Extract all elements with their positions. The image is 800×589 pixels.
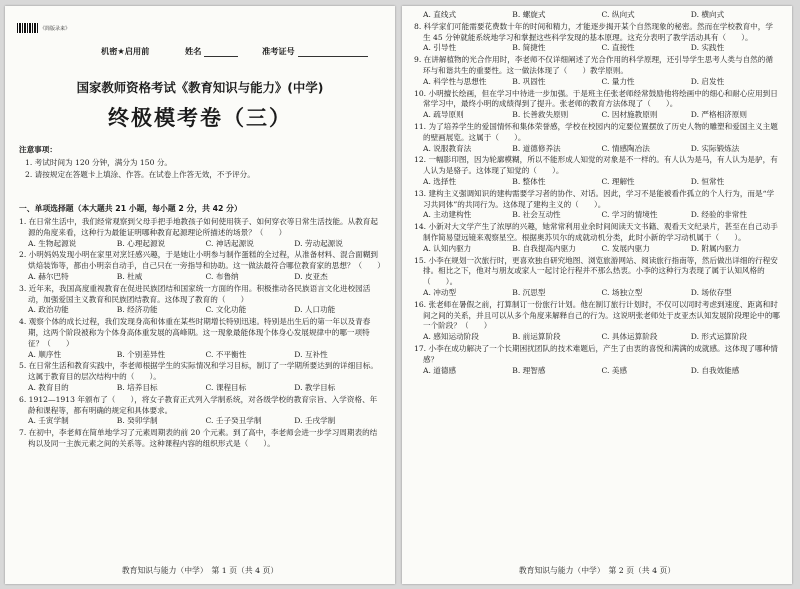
option: D. 实践性	[690, 43, 725, 53]
question-options	[414, 77, 780, 88]
barcode-label: 《简版录来》	[40, 25, 71, 32]
question-stem: 7. 在初中，李老师在简单地学习了元素周期表的前 20 个元素。到了高中，李老师会进一步学习周期表的结构以及同一主族元素之间的关系等。这种课程内容的组织形式是（ ）。	[19, 428, 378, 448]
ticket-label: 准考证号	[261, 46, 295, 56]
option: D. 形式运算阶段	[690, 332, 747, 342]
option: A. 赫尔巴特	[28, 271, 69, 281]
question-options	[19, 350, 383, 361]
question-stem: 9. 在讲解植物的光合作用时，李老师不仅详细阐述了光合作用的科学原理，还引导学生思考人类与自然的循环与和谐共生的重要性。这一做法体现了（ ）教学原则。	[414, 55, 773, 75]
question-stem: 10. 小明擅长绘画，但在学习中待进一步加强。于是班主任张老师经常鼓励他将绘画中的细心和耐心应用到日常学习中，最终小明的成绩得到了提升。张老师的教育方法体现了（ ）。	[414, 88, 778, 109]
option: D. 皮亚杰	[294, 271, 328, 281]
option: B. 个别差异性	[116, 349, 166, 359]
option: C. 因材施教原则	[601, 110, 658, 120]
page-footer: 教育知识与能力（中学） 第 2 页（共 4 页）	[518, 566, 676, 575]
option: A. 选择性	[423, 176, 457, 186]
question-stem: 14. 小新对大文学产生了浓厚的兴趣，她常常利用业余时间阅读天文书籍、观看天文纪录片，甚至在自己动手制作简易望远镜来观察星空。根据奥苏贝尔的成就动机分类，此时小新的学习动机属于（ ）。	[414, 222, 778, 242]
question-stem: 2. 小明妈妈发现小明在家里对烹饪感兴趣，于是她让小明参与制作蛋糕的全过程，从准备材料、混合面糊到烘焙装饰等，都由小明亲自动手，自己只在一旁指导和协助。这一做法最符合哪位教育家的思想？（ ）	[19, 250, 385, 271]
option: C. 学习的情境性	[601, 210, 658, 220]
option: D. 附属内驱力	[690, 243, 740, 253]
option: A. 冲动型	[423, 287, 457, 297]
question-list-left	[19, 217, 383, 450]
ticket-blank[interactable]	[298, 56, 368, 57]
confidential-mark: 机密★启用前	[101, 46, 150, 56]
exam-title: 国家教师资格考试《教育知识与能力》(中学)	[76, 80, 324, 95]
option: A. 生物起源说	[28, 238, 77, 248]
option: C. 直接性	[601, 43, 635, 53]
question-stem: 5. 在日常生活和教育实践中，李老师根据学生的实际情况和学习目标，制订了一学期所要达到的详细目标。这属于教育目的层次结构中的（ ）。	[19, 361, 378, 382]
notes	[19, 144, 383, 181]
option: B. 前运算阶段	[512, 332, 561, 342]
question-options	[414, 43, 780, 54]
option: C. 情感陶冶法	[601, 143, 650, 153]
option: B. 癸卯学制	[116, 416, 158, 426]
option: D. 自我效能感	[690, 365, 740, 375]
option: A. 壬寅学制	[28, 416, 69, 426]
section-title: 一、单项选择题（本大题共 21 小题，每小题 2 分，共 42 分）	[19, 204, 242, 213]
question-options	[414, 110, 780, 121]
option: B. 简捷性	[512, 43, 546, 53]
name-label: 姓名	[185, 46, 202, 56]
option: D. 恒常性	[690, 176, 725, 186]
question-stem: 15. 小李在规划一次旅行时，更喜欢独自研究地图、浏览旅游网站、阅读旅行指南等，然后做出详细的行程安排。相比之下，他对与朋友或家人一起讨论行程并不那么热衷。小李的这种行为表现了属于认知风格的（ ）。	[414, 255, 778, 287]
option: B. 螺旋式	[512, 10, 546, 19]
barcode-bars-icon	[17, 23, 39, 33]
question-options	[414, 177, 780, 188]
option: B. 长善救失原则	[512, 110, 569, 120]
option: D. 启发性	[690, 76, 725, 86]
option: B. 道德修养法	[512, 143, 561, 153]
option: C. 课程目标	[205, 382, 247, 392]
question-stem: 1. 在日常生活中，我们经常观察到父母手把手地教孩子如何使用筷子、如何穿衣等日常生活技能。从教育起源的角度来看，这种行为最能证明哪种教育起源理论所描述的场景？（ ）	[19, 217, 378, 237]
question-options	[19, 416, 383, 427]
question-stem: 6. 1912—1913 年颁布了（ ），将女子教育正式列入学制系统，对各级学校的教育宗旨、入学资格、年龄和课程等，都有明确的规定和具体要求。	[19, 394, 378, 415]
option: B. 培养目标	[116, 382, 158, 392]
option: C. 发展内驱力	[601, 243, 650, 253]
option: C. 纵向式	[601, 10, 635, 19]
option: C. 壬子癸丑学制	[205, 416, 262, 426]
question-stem: 11. 为了培养学生的爱国情怀和集体荣誉感，学校在校园内的定要位置摆放了历史人物的雕塑和爱国主义主题的壁画展览。这属于（ ）。	[414, 121, 778, 142]
option: A. 直线式	[423, 10, 457, 19]
option: D. 横向式	[690, 10, 725, 19]
question-options	[414, 10, 780, 21]
barcode	[17, 21, 77, 35]
option: A. 道德感	[423, 365, 457, 375]
page-footer: 教育知识与能力（中学） 第 1 页（共 4 页）	[121, 566, 279, 575]
question-options	[19, 305, 383, 316]
question-options	[19, 272, 383, 283]
question-stem: 17. 小李在成功解决了一个长期困扰团队的技术难题后，产生了由衷的喜悦和满满的成就感。这体现了哪种情感？	[414, 343, 778, 364]
option: B. 自我提高内驱力	[512, 243, 576, 253]
question-options	[414, 210, 780, 221]
option: A. 认知内驱力	[423, 243, 472, 253]
exam-page-2	[402, 6, 792, 584]
option: B. 沉思型	[512, 287, 546, 297]
option: C. 神话起源说	[205, 238, 254, 248]
option: D. 互补性	[294, 349, 328, 359]
option: D. 人口功能	[294, 305, 336, 315]
option: A. 主动建构性	[423, 210, 472, 220]
option: C. 美感	[601, 365, 628, 375]
question-stem: 12. 一幅影印图，因为轮廓模糊，所以不能形成人知觉的对象是不一样的。有人认为是马，有人认为是驴，有人认为是骆子。这体现了知觉的（ ）。	[414, 155, 778, 176]
option: D. 教学目标	[294, 382, 336, 392]
question-stem: 8. 科学家们可能需要花费数十年的时间和精力，才能逐步揭开某个自然现象的秘密。然而在学校教育中，学生 45 分钟就能系统地学习和掌握这些科学发现的基本原理。这充分表明了教学活动具有（ ）。	[414, 21, 773, 42]
question-stem: 16. 张老师在暑假之前，打算制订一份旅行计划。他在制订旅行计划时，不仅可以同时考虑到速度、距离和时间之间的关系，并且可以从多个角度来解释自己的行为。这说明张老师处于皮亚杰认知发展阶段理论中的哪一个阶段？（ ）	[414, 299, 780, 331]
option: A. 顺序性	[28, 349, 62, 359]
option: A. 感知运动阶段	[423, 332, 479, 342]
option: D. 壬戌学制	[294, 416, 336, 426]
option: C. 场独立型	[601, 287, 643, 297]
exam-page-1	[5, 6, 395, 584]
option: C. 布鲁纳	[205, 271, 239, 281]
question-stem: 3. 近年来，我国高度重视教育在促进民族团结和国家统一方面的作用。积极推动各民族语言文化进校园活动，加强爱国主义教育和民族团结教育。这体现了教育的（ ）	[19, 283, 371, 304]
name-blank[interactable]	[204, 56, 238, 57]
option: A. 疏导原则	[423, 110, 464, 120]
option: A. 引导性	[423, 43, 457, 53]
question-options	[414, 332, 780, 343]
option: A. 说服教育法	[423, 143, 472, 153]
note-item: 1. 考试时间为 120 分钟，满分为 150 分。	[25, 158, 173, 167]
option: B. 巩固性	[512, 76, 546, 86]
option: B. 心理起源说	[116, 238, 166, 248]
option: A. 教育目的	[28, 382, 69, 392]
question-options	[414, 144, 780, 155]
exam-header	[101, 46, 368, 57]
question-options	[414, 366, 780, 377]
option: C. 具体运算阶段	[601, 332, 658, 342]
option: B. 经济功能	[116, 305, 158, 315]
option: B. 整体性	[512, 176, 546, 186]
question-list-right	[414, 10, 780, 377]
option: D. 场依存型	[690, 287, 732, 297]
option: D. 严格相济原则	[690, 110, 747, 120]
option: C. 量力性	[601, 76, 635, 86]
question-options	[19, 239, 383, 250]
option: D. 经验的非常性	[690, 210, 747, 220]
option: D. 劳动起源说	[294, 238, 343, 248]
option: B. 社会互动性	[512, 210, 561, 220]
option: C. 不平衡性	[205, 349, 247, 359]
question-options	[414, 288, 780, 299]
question-stem: 4. 观察个体的成长过程，我们发现身高和体重在某些时期增长特别迅速。特别是出生后的第一年以及青春期，这两个阶段被称为个体身高体重发展的高峰期。这一现象最能体现个体身心发展规律中的哪一项特征？（ ）	[19, 317, 371, 348]
option: D. 实际锻炼法	[690, 143, 740, 153]
question-options	[19, 383, 383, 394]
option: A. 政治功能	[28, 305, 69, 315]
question-stem: 13. 建构主义强调知识的建构需要学习者的协作、对话。因此，学习不是能被看作孤立的个人行为，而是“学习共同体”的共同行为。这体现了建构主义的（ ）。	[414, 188, 775, 209]
option: A. 科学性与思想性	[423, 76, 487, 86]
option: B. 杜威	[116, 271, 143, 281]
option: C. 文化功能	[205, 305, 247, 315]
notes-title: 注意事项：	[19, 145, 57, 154]
note-item: 2. 请按规定在答题卡上填涂、作答。在试卷上作答无效，不予评分。	[25, 170, 255, 179]
option: B. 理智感	[512, 365, 546, 375]
option: C. 理解性	[601, 176, 635, 186]
question-options	[414, 244, 780, 255]
exam-subtitle: 终极模考卷（三）	[108, 106, 292, 130]
